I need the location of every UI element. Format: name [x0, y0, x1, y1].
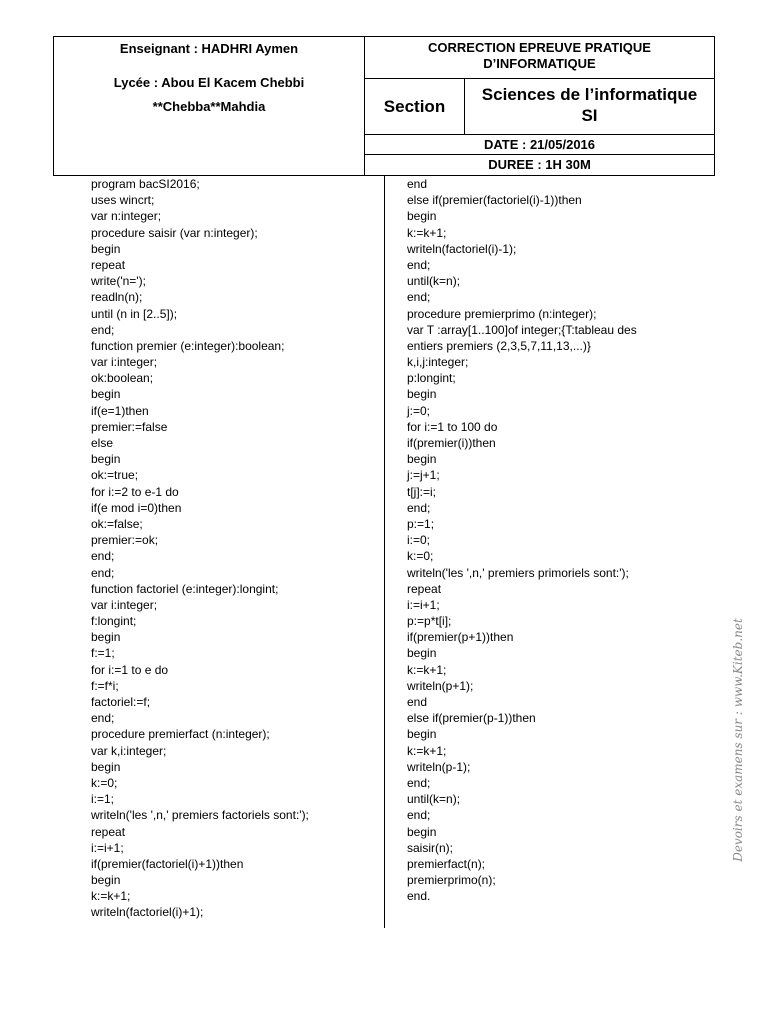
code-line: k:=k+1;	[407, 743, 447, 758]
code-line: var k,i:integer;	[91, 743, 167, 758]
exam-title	[365, 37, 714, 79]
code-line: until(k=n);	[407, 792, 461, 807]
code-line: end.	[407, 889, 431, 904]
code-line: writeln(factoriel(i)-1);	[407, 241, 517, 256]
code-line: for i:=1 to 100 do	[407, 419, 498, 434]
code-line: end;	[91, 322, 115, 337]
school-name: Lycée : Abou El Kacem Chebbi	[113, 75, 305, 90]
code-line: if(e=1)then	[91, 403, 149, 418]
code-line: j:=j+1;	[407, 468, 440, 483]
section-value-line1: Sciences de l’informatique	[481, 85, 698, 104]
code-line: k:=k+1;	[91, 889, 131, 904]
code-line: begin	[407, 646, 437, 661]
code-line: procedure saisir (var n:integer);	[91, 225, 258, 240]
code-line: else if(premier(p-1))then	[407, 711, 536, 726]
code-line: entiers premiers (2,3,5,7,11,13,...)}	[407, 338, 591, 353]
exam-title-line1: CORRECTION EPREUVE PRATIQUE	[428, 40, 651, 55]
code-line: j:=0;	[407, 403, 431, 418]
code-line: end;	[407, 290, 431, 305]
code-line: end;	[91, 711, 115, 726]
code-line: if(premier(p+1))then	[407, 630, 514, 645]
code-line: procedure premierfact (n:integer);	[91, 727, 270, 742]
header-teacher-cell	[54, 37, 365, 175]
code-line: k:=k+1;	[407, 662, 447, 677]
code-line: end;	[407, 808, 431, 823]
code-line: until (n in [2..5]);	[91, 306, 178, 321]
school-location: **Chebba**Mahdia	[152, 99, 266, 114]
column-divider	[384, 176, 385, 928]
code-line: k:=0;	[91, 775, 118, 790]
section-value	[465, 79, 714, 135]
code-line: function factoriel (e:integer):longint;	[91, 581, 279, 596]
code-line: i:=i+1;	[407, 597, 440, 612]
code-line: if(premier(i))then	[407, 436, 496, 450]
code-line: write('n=');	[91, 274, 146, 289]
code-line: end;	[407, 775, 431, 790]
code-line: p:longint;	[407, 371, 456, 386]
code-line: var i:integer;	[91, 355, 158, 370]
code-line: repeat	[91, 257, 126, 272]
exam-date: DATE : 21/05/2016	[365, 135, 714, 155]
code-line: premier:=false	[91, 419, 168, 434]
code-line: f:=1;	[91, 646, 115, 661]
code-line: function premier (e:integer):boolean;	[91, 338, 285, 353]
code-line: writeln('les ',n,' premiers primoriels sont:');	[407, 565, 629, 580]
code-line: begin	[91, 630, 121, 645]
section-value-line2: SI	[581, 106, 598, 125]
code-column-left	[91, 176, 309, 921]
exam-duration: DUREE : 1H 30M	[488, 157, 591, 172]
code-line: for i:=1 to e do	[91, 662, 169, 677]
code-line: writeln('les ',n,' premiers factoriels sont:');	[91, 808, 309, 823]
code-line: for i:=2 to e-1 do	[91, 484, 179, 499]
code-line: begin	[91, 387, 121, 402]
code-line: begin	[407, 452, 437, 467]
watermark: Devoirs et examens sur : www.Kiteb.net	[731, 618, 745, 862]
code-line: p:=1;	[407, 516, 435, 531]
code-line: var T :array[1..100]of integer;{T:tableau des	[407, 322, 637, 337]
code-line: writeln(p+1);	[407, 678, 474, 693]
code-line: var i:integer;	[91, 597, 158, 612]
code-line: begin	[91, 873, 121, 888]
code-line: saisir(n);	[407, 840, 454, 855]
code-line: procedure premierprimo (n:integer);	[407, 306, 597, 321]
code-line: if(premier(factoriel(i)+1))then	[91, 856, 244, 871]
code-line: writeln(factoriel(i)+1);	[91, 905, 204, 920]
code-line: repeat	[407, 581, 442, 596]
section-label: Section	[365, 79, 465, 135]
code-line: i:=1;	[91, 792, 115, 807]
code-line: ok:boolean;	[91, 371, 154, 386]
code-line: readln(n);	[91, 290, 143, 305]
code-line: premier:=ok;	[91, 533, 159, 548]
code-line: begin	[91, 759, 121, 774]
header-exam-info	[365, 37, 714, 175]
code-line: if(e mod i=0)then	[91, 500, 182, 515]
code-line: i:=0;	[407, 533, 431, 548]
code-line: premierfact(n);	[407, 856, 486, 871]
code-line: ok:=false;	[91, 516, 143, 531]
code-line: p:=p*t[i];	[407, 614, 452, 629]
code-line: end;	[91, 565, 115, 580]
code-line: k,i,j:integer;	[407, 355, 469, 370]
header-table	[53, 36, 715, 176]
code-line: i:=i+1;	[91, 840, 124, 855]
code-line: else if(premier(factoriel(i)-1))then	[407, 193, 582, 208]
code-line: repeat	[91, 824, 126, 839]
code-line: f:=f*i;	[91, 678, 119, 693]
code-line: begin	[407, 727, 437, 742]
exam-title-line2: D’INFORMATIQUE	[483, 56, 596, 71]
code-line: f:longint;	[91, 614, 137, 629]
code-line: begin	[91, 241, 121, 256]
code-line: ok:=true;	[91, 468, 139, 483]
teacher-name: Enseignant : HADHRI Aymen	[119, 41, 299, 56]
code-line: end;	[91, 549, 115, 564]
code-line: until(k=n);	[407, 274, 461, 289]
code-line: writeln(p-1);	[407, 759, 471, 774]
code-line: premierprimo(n);	[407, 873, 496, 888]
code-line: k:=k+1;	[407, 225, 447, 240]
code-line: program bacSI2016;	[91, 177, 200, 191]
code-line: factoriel:=f;	[91, 695, 151, 709]
code-line: end	[407, 177, 428, 191]
code-line: uses wincrt;	[91, 193, 155, 208]
code-line: t[j]:=i;	[407, 484, 437, 499]
code-line: begin	[407, 387, 437, 402]
code-line: begin	[407, 209, 437, 224]
code-column-right	[407, 176, 637, 904]
code-line: var n:integer;	[91, 209, 162, 224]
code-line: end;	[407, 257, 431, 272]
code-line: begin	[407, 824, 437, 839]
code-line: end	[407, 695, 428, 709]
code-line: end;	[407, 500, 431, 515]
code-line: begin	[91, 452, 121, 467]
code-line: else	[91, 436, 114, 450]
code-line: k:=0;	[407, 549, 434, 564]
